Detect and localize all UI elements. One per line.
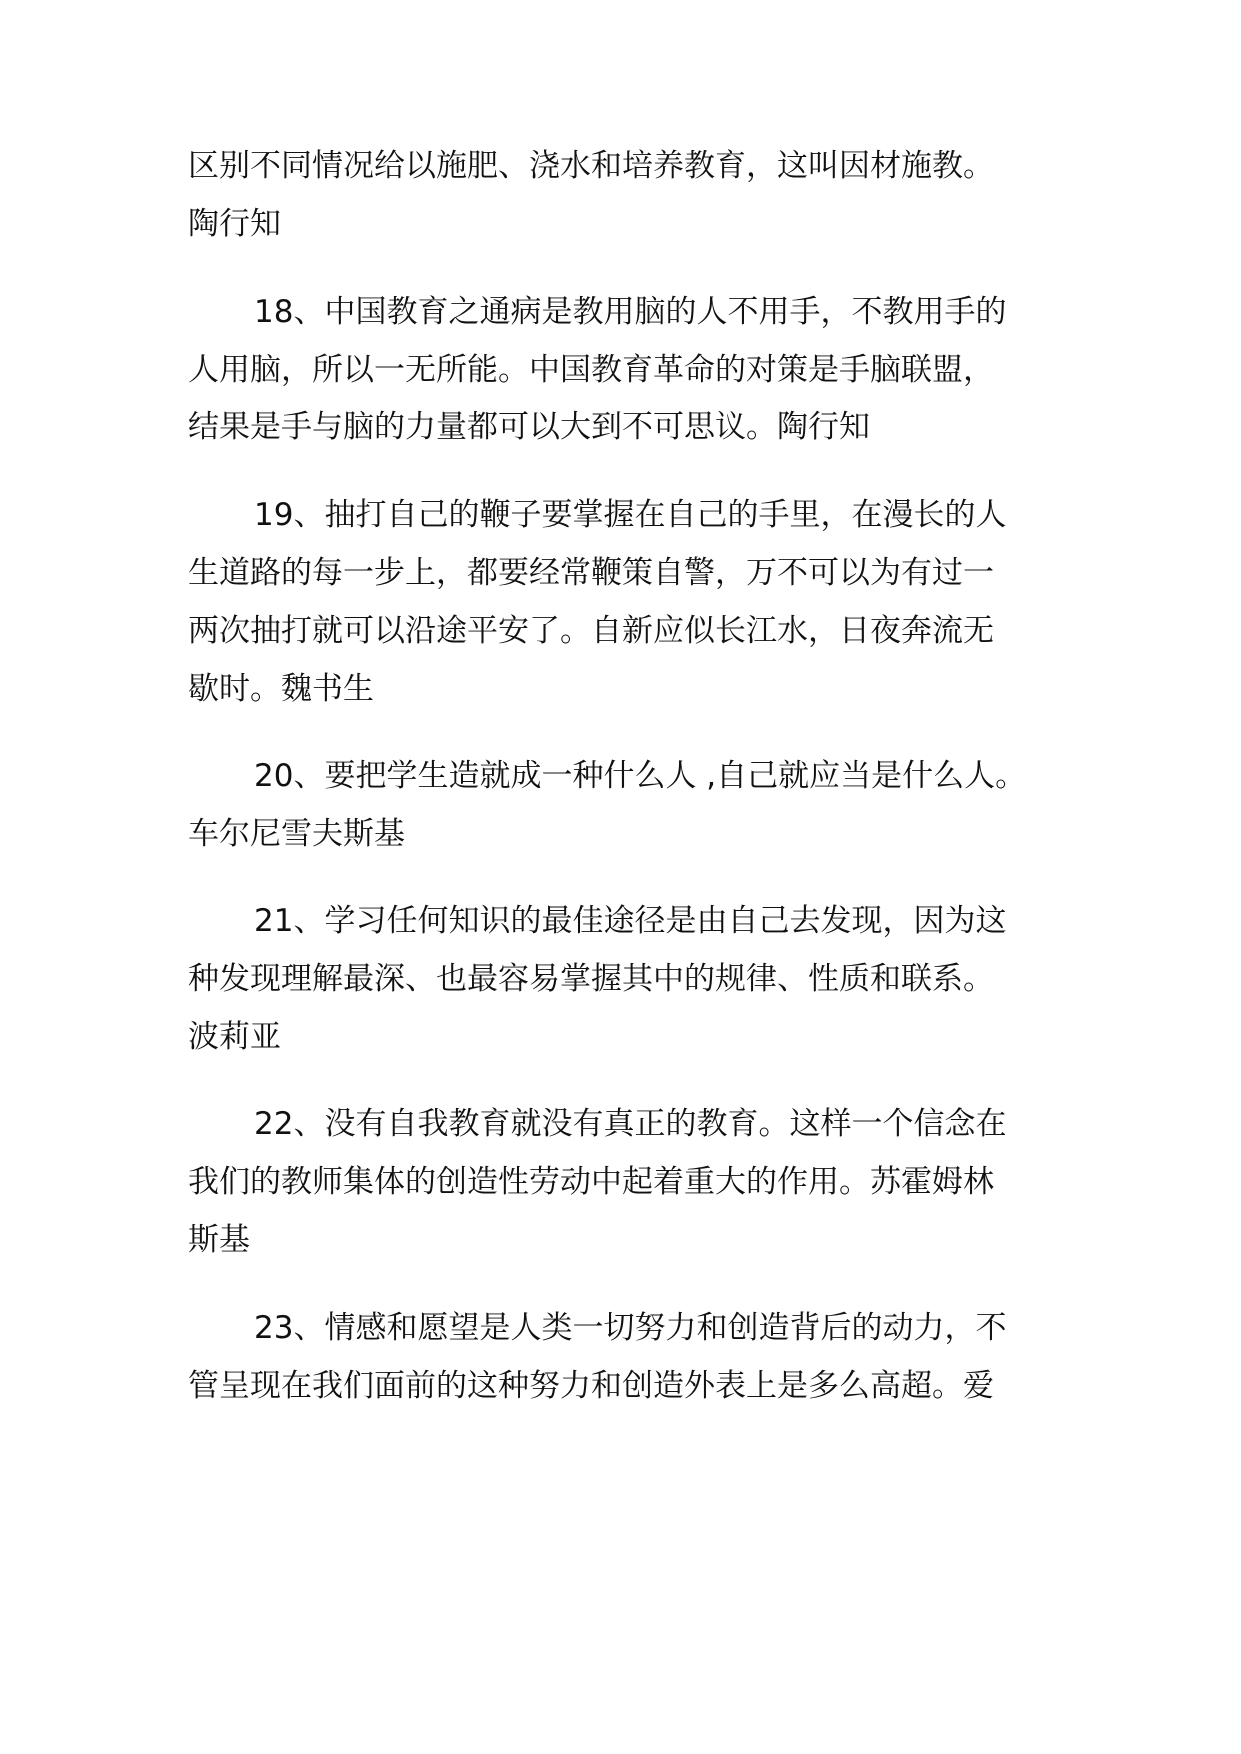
- text-line: 生道路的每一步上，都要经常鞭策自警，万不可以为有过一: [188, 555, 994, 591]
- text-line: 结果是手与脑的力量都可以大到不可思议。陶行知: [188, 409, 870, 445]
- text-line: 车尔尼雪夫斯基: [188, 816, 405, 852]
- text-line: 管呈现在我们面前的这种努力和创造外表上是多么高超。爱: [188, 1368, 994, 1404]
- text-line: 歇时。魏书生: [188, 671, 374, 707]
- text-line: 21、学习任何知识的最佳途径是由自己去发现，因为这: [254, 903, 1007, 939]
- text-line: 区别不同情况给以施肥、浇水和培养教育，这叫因材施教。: [188, 148, 994, 184]
- text-line: 23、情感和愿望是人类一切努力和创造背后的动力，不: [254, 1310, 1007, 1346]
- text-line: 斯基: [188, 1222, 250, 1258]
- text-line: 我们的教师集体的创造性劳动中起着重大的作用。苏霍姆林: [188, 1164, 994, 1200]
- text-line: 波莉亚: [188, 1019, 281, 1055]
- text-line: 18、中国教育之通病是教用脑的人不用手，不教用手的: [254, 294, 1007, 330]
- text-line: 人用脑，所以一无所能。中国教育革命的对策是手脑联盟，: [188, 352, 994, 388]
- text-line: 种发现理解最深、也最容易掌握其中的规律、性质和联系。: [188, 961, 994, 997]
- text-line: 22、没有自我教育就没有真正的教育。这样一个信念在: [254, 1106, 1007, 1142]
- text-line: 陶行知: [188, 206, 281, 242]
- text-line: 两次抽打就可以沿途平安了。自新应似长江水，日夜奔流无: [188, 613, 994, 649]
- text-line: 20、要把学生造就成一种什么人 ,自己就应当是什么人。: [254, 758, 1027, 794]
- text-line: 19、抽打自己的鞭子要掌握在自己的手里，在漫长的人: [254, 497, 1007, 533]
